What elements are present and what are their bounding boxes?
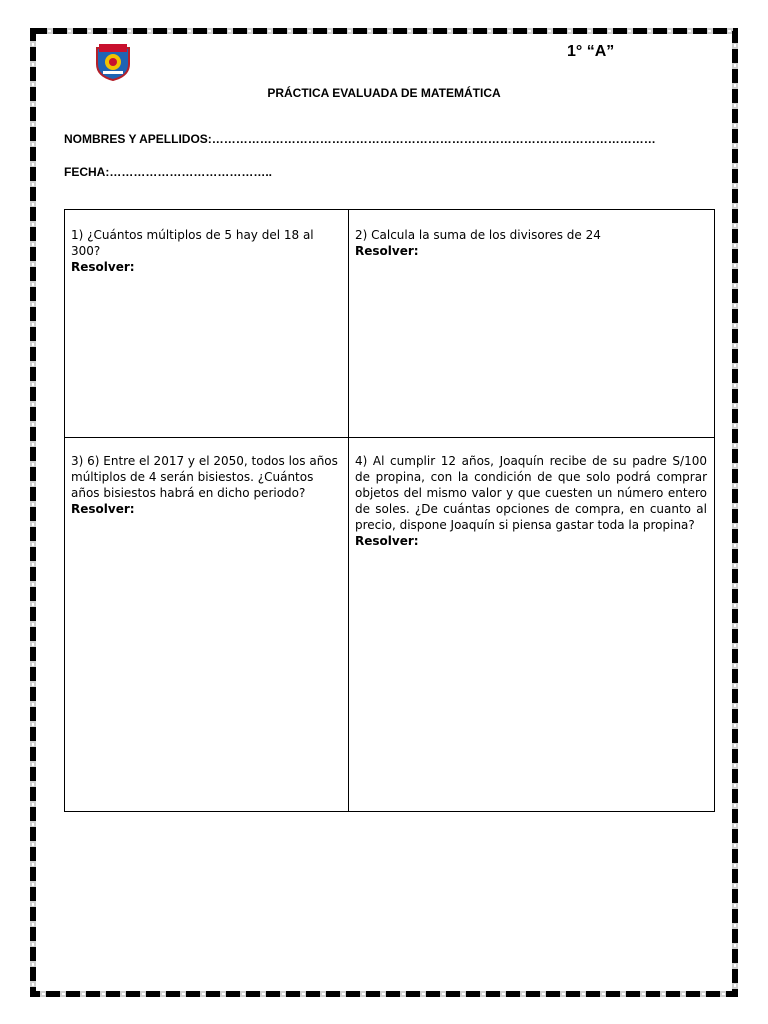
resolve-label: Resolver: bbox=[355, 244, 419, 258]
grid-divider-horizontal bbox=[65, 437, 714, 438]
date-field: FECHA:………………………………….. bbox=[64, 165, 272, 179]
resolve-label: Resolver: bbox=[71, 502, 135, 516]
names-field: NOMBRES Y APELLIDOS:………………………………………………………………………………………………… bbox=[64, 132, 656, 146]
question-cell-2 bbox=[355, 227, 710, 259]
question-cell-1 bbox=[71, 227, 343, 275]
questions-grid bbox=[64, 209, 715, 812]
page-title: PRÁCTICA EVALUADA DE MATEMÁTICA bbox=[267, 86, 501, 100]
resolve-label: Resolver: bbox=[71, 260, 135, 274]
grade-label: 1° “A” bbox=[567, 43, 615, 60]
grid-divider-vertical bbox=[348, 210, 349, 811]
school-crest-logo bbox=[93, 42, 133, 82]
question-text: 4) Al cumplir 12 años, Joaquín recibe de su padre S/100 de propina, con la condición de que solo podrá comprar objetos del mismo valor y que cuesten un número entero de soles. ¿De cuántas opciones de compra, en cuanto al precio, dispone Joaquín si piensa gastar toda la propina? bbox=[355, 454, 707, 532]
question-text: 2) Calcula la suma de los divisores de 24 bbox=[355, 228, 601, 242]
question-text: 3) 6) Entre el 2017 y el 2050, todos los años múltiplos de 4 serán bisiestos. ¿Cuántos años bisiestos habrá en dicho periodo? bbox=[71, 454, 338, 500]
question-text: 1) ¿Cuántos múltiplos de 5 hay del 18 al 300? bbox=[71, 228, 314, 258]
question-cell-3 bbox=[71, 453, 339, 517]
question-cell-4 bbox=[355, 453, 707, 549]
resolve-label: Resolver: bbox=[355, 534, 419, 548]
